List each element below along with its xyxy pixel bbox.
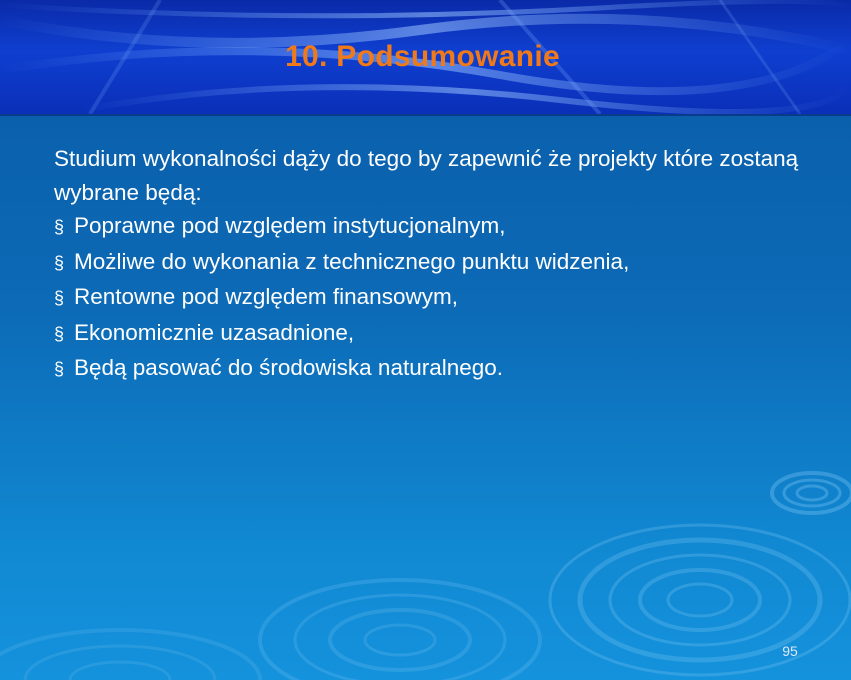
bullet-text: Poprawne pod względem instytucjonalnym, (74, 213, 506, 238)
bullet-marker: § (54, 288, 65, 308)
title-bar (0, 0, 851, 116)
page-number: 95 (782, 643, 798, 659)
bullet-text: Rentowne pod względem finansowym, (74, 284, 458, 309)
bullet-text: Będą pasować do środowiska naturalnego. (74, 355, 504, 380)
slide-body (54, 142, 824, 387)
bullet-item (54, 351, 824, 387)
bullet-marker: § (54, 217, 65, 237)
bullet-marker: § (54, 359, 65, 379)
bullet-marker: § (54, 252, 65, 273)
bullet-list (54, 209, 824, 387)
bullet-item (54, 280, 824, 316)
bullet-item (54, 209, 824, 245)
bullet-marker: § (54, 323, 65, 344)
bullet-item (54, 245, 824, 281)
bullet-text: Ekonomicznie uzasadnione, (74, 319, 355, 345)
bullet-item (54, 316, 824, 352)
slide-title: 10. Podsumowanie (285, 40, 560, 73)
bullet-text: Możliwe do wykonania z technicznego punktu widzenia, (74, 248, 630, 274)
intro-text: Studium wykonalności dąży do tego by zapewnić że projekty które zostaną wybrane będą: (54, 146, 799, 205)
